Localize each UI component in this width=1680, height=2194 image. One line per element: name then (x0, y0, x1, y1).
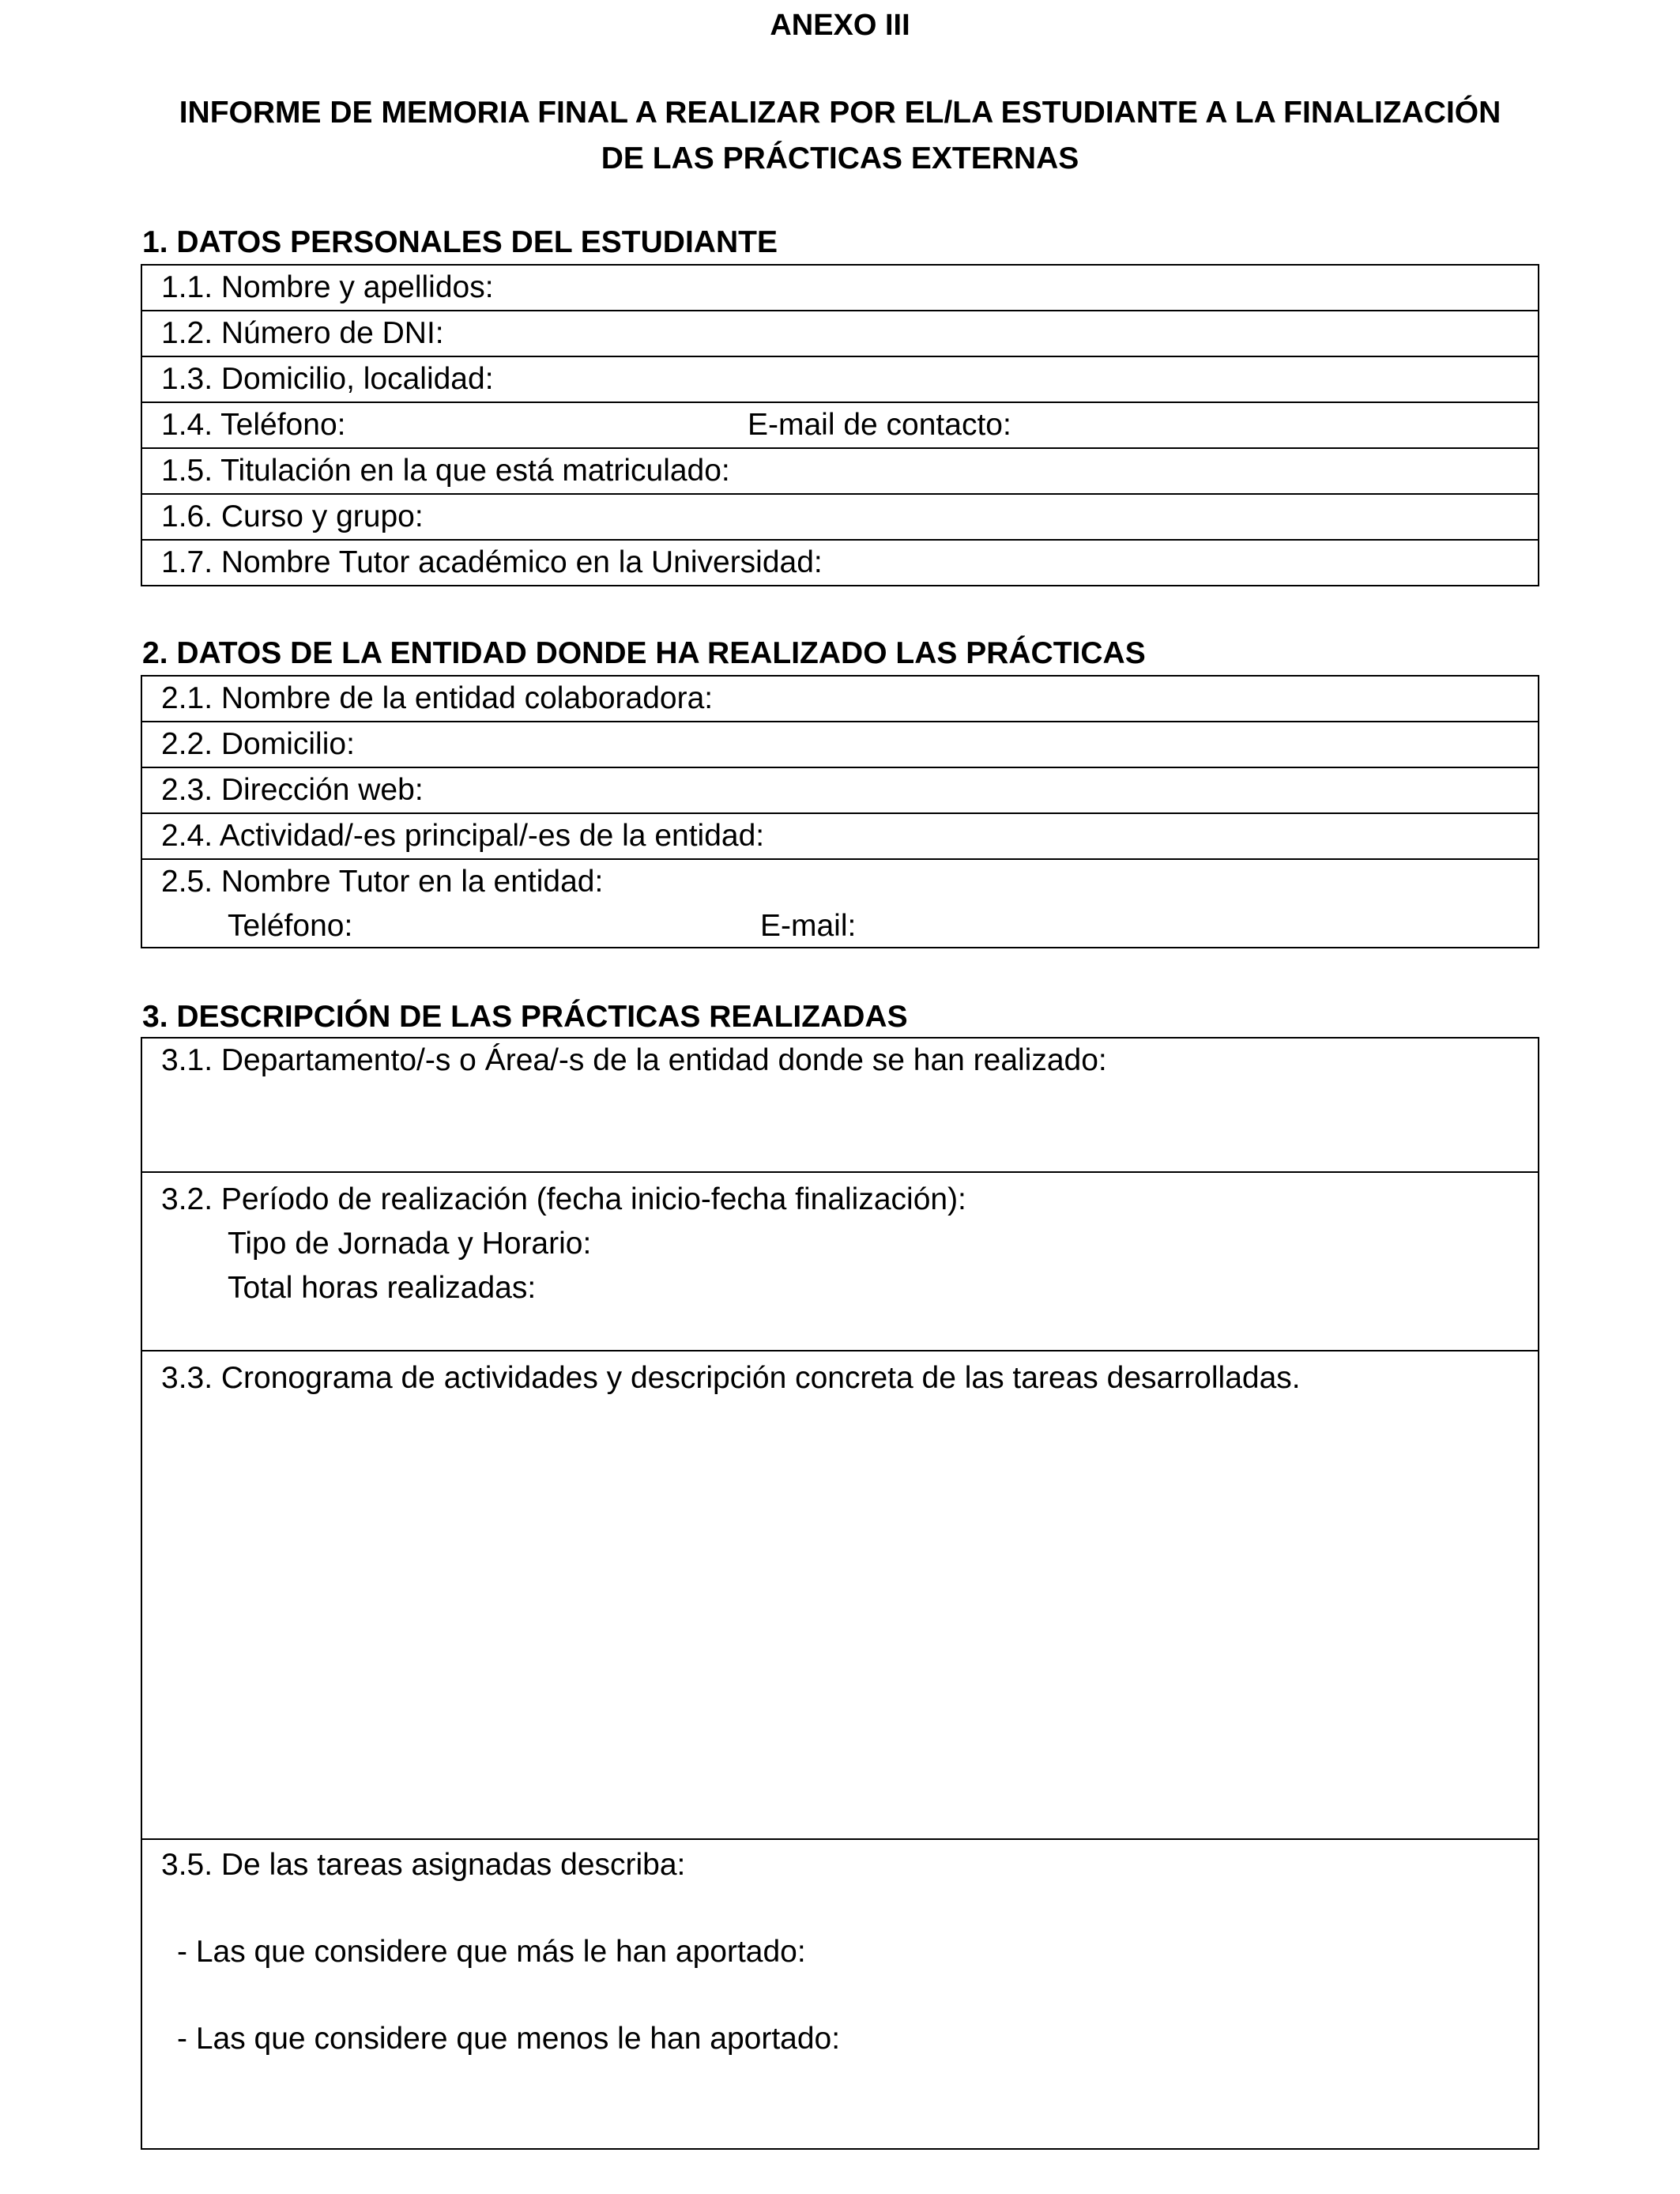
field-label-jornada-horario: Tipo de Jornada y Horario: (228, 1227, 592, 1261)
section-3-heading: 3. DESCRIPCIÓN DE LAS PRÁCTICAS REALIZADAS (142, 1000, 908, 1034)
field-label-telefono: Teléfono: (228, 909, 353, 943)
tutor-contact-line (161, 904, 1538, 948)
field-row-direccion-web[interactable] (142, 768, 1538, 814)
field-row-entidad-nombre[interactable] (142, 677, 1538, 722)
field-label: 3.5. De las tareas asignadas describa: (161, 1848, 686, 1882)
field-row-domicilio[interactable] (142, 357, 1538, 403)
field-row-departamento-area[interactable] (142, 1039, 1538, 1173)
field-label-total-horas: Total horas realizadas: (228, 1271, 537, 1305)
field-label: 1.2. Número de DNI: (161, 316, 444, 350)
field-row-titulacion[interactable] (142, 449, 1538, 495)
document-title-line-2: DE LAS PRÁCTICAS EXTERNAS (601, 141, 1079, 175)
field-label-email: E-mail: (760, 909, 857, 943)
field-label: 1.3. Domicilio, localidad: (161, 362, 494, 396)
field-label: 1.5. Titulación en la que está matriculado: (161, 454, 730, 488)
section-2-heading: 2. DATOS DE LA ENTIDAD DONDE HA REALIZADO LAS PRÁCTICAS (142, 636, 1146, 670)
field-row-periodo-realizacion[interactable] (142, 1173, 1538, 1351)
field-row-tutor-entidad[interactable] (142, 860, 1538, 947)
document-title (0, 90, 1680, 182)
field-label: 2.2. Domicilio: (161, 727, 355, 761)
field-label-telefono: 1.4. Teléfono: (161, 408, 346, 442)
annex-label: ANEXO III (770, 9, 910, 42)
section-1-table (141, 264, 1539, 586)
field-label: 1.6. Curso y grupo: (161, 499, 424, 533)
section-2-table (141, 675, 1539, 948)
field-label-email: E-mail de contacto: (748, 408, 1011, 442)
spacer (161, 1887, 1538, 1930)
field-row-actividad-principal[interactable] (142, 814, 1538, 860)
field-label: 2.3. Dirección web: (161, 773, 424, 807)
item-menos-aportado: - Las que considere que menos le han aportado: (177, 2022, 841, 2056)
field-row-tareas-asignadas[interactable] (142, 1840, 1538, 2148)
field-row-cronograma[interactable] (142, 1351, 1538, 1840)
document-title-line-1: INFORME DE MEMORIA FINAL A REALIZAR POR EL/LA ESTUDIANTE A LA FINALIZACIÓN (179, 96, 1501, 130)
spacer (161, 1974, 1538, 2017)
field-row-tutor-academico[interactable] (142, 541, 1538, 585)
section-3-table (141, 1037, 1539, 2150)
field-label: 3.3. Cronograma de actividades y descripción concreta de las tareas desarrolladas. (161, 1361, 1301, 1395)
field-label: 2.5. Nombre Tutor en la entidad: (161, 865, 604, 899)
field-label: 1.1. Nombre y apellidos: (161, 270, 494, 304)
field-label: 1.7. Nombre Tutor académico en la Universidad: (161, 545, 823, 579)
field-row-dni[interactable] (142, 311, 1538, 357)
field-label: 2.4. Actividad/-es principal/-es de la entidad: (161, 819, 765, 853)
field-label: 2.1. Nombre de la entidad colaboradora: (161, 681, 714, 715)
field-row-entidad-domicilio[interactable] (142, 722, 1538, 768)
field-row-telefono-email[interactable] (142, 403, 1538, 449)
field-label: 3.1. Departamento/-s o Área/-s de la entidad donde se han realizado: (161, 1043, 1107, 1077)
item-mas-aportado: - Las que considere que más le han aportado: (177, 1935, 806, 1969)
section-1-heading: 1. DATOS PERSONALES DEL ESTUDIANTE (142, 225, 778, 259)
field-row-curso-grupo[interactable] (142, 495, 1538, 541)
field-row-nombre-apellidos[interactable] (142, 266, 1538, 311)
field-label: 3.2. Período de realización (fecha inicio-fecha finalización): (161, 1182, 966, 1216)
